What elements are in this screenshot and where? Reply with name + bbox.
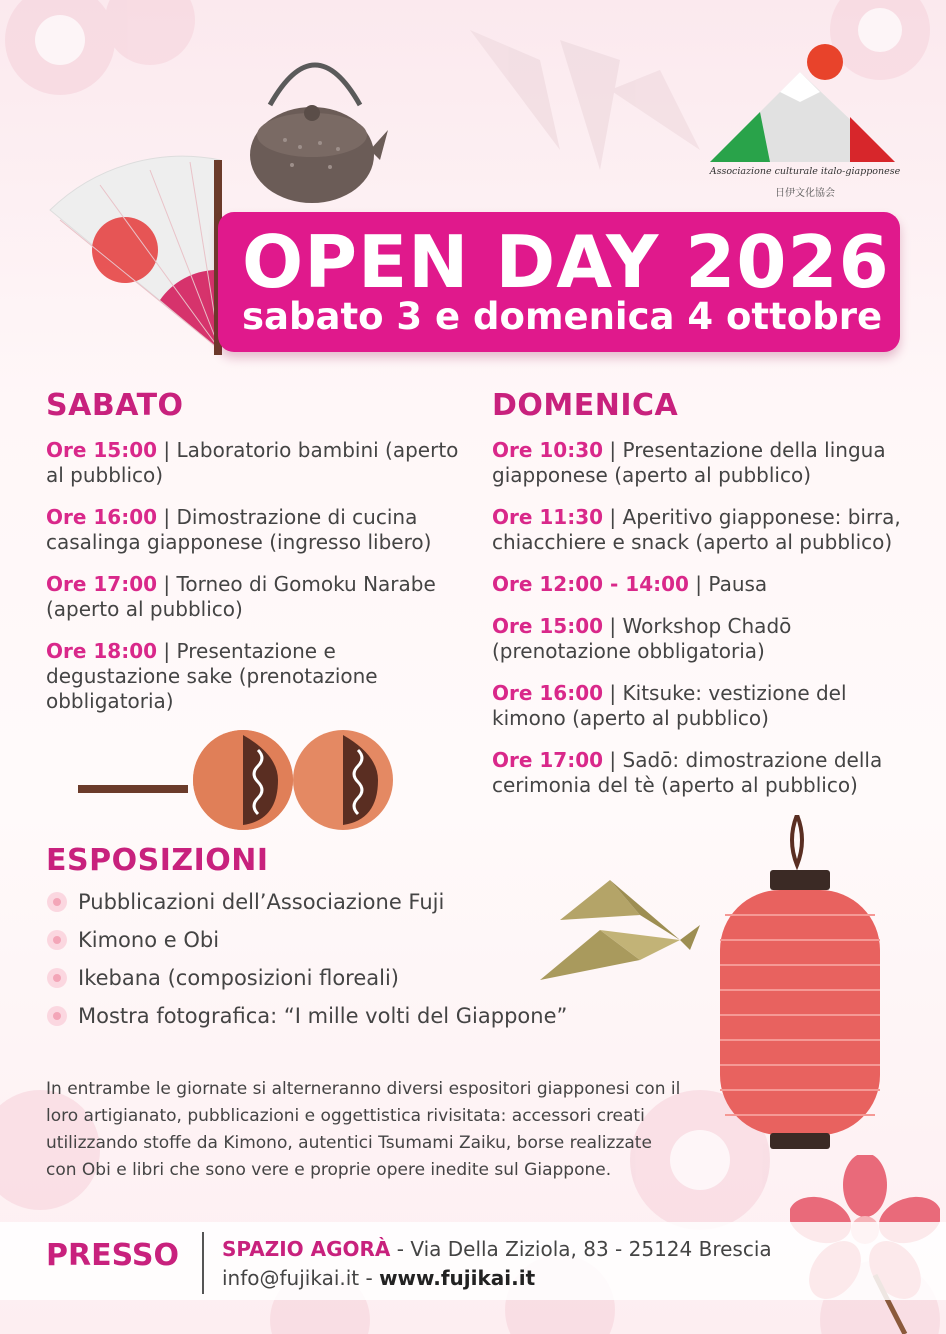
schedule-item: Ore 15:00 | Workshop Chadō (prenotazione obbligatoria) (492, 614, 792, 663)
fan-illustration (40, 150, 240, 360)
schedule-item: Ore 17:00 | Torneo di Gomoku Narabe (aperto al pubblico) (46, 572, 436, 621)
sakura-icon (46, 1005, 68, 1027)
teapot-illustration (240, 35, 390, 205)
schedule-item: Ore 15:00 | Laboratorio bambini (aperto al pubblico) (46, 438, 459, 487)
origami-crane-illustration (540, 870, 705, 990)
venue-address: - Via Della Ziziola, 83 - 25124 Brescia (390, 1237, 772, 1261)
domenica-schedule (492, 438, 912, 798)
list-item: Pubblicazioni dell’Associazione Fuji (46, 890, 586, 914)
lantern-illustration (715, 815, 890, 1155)
sakura-icon (46, 929, 68, 951)
website-link[interactable]: www.fujikai.it (379, 1266, 536, 1290)
list-item: Mostra fotografica: “I mille volti del Giappone” (46, 1004, 586, 1028)
event-title: OPEN DAY 2026 (242, 220, 890, 304)
sakura-icon (46, 967, 68, 989)
footer-venue-line (222, 1237, 772, 1261)
schedule-item: Ore 16:00 | Dimostrazione di cucina casalinga giapponese (ingresso libero) (46, 505, 432, 554)
sabato-heading: SABATO (46, 388, 184, 423)
schedule-item: Ore 18:00 | Presentazione e degustazione sake (prenotazione obbligatoria) (46, 639, 378, 713)
email-link[interactable]: info@fujikai.it (222, 1266, 360, 1290)
logo-tagline: Associazione culturale italo-giapponese (709, 166, 901, 177)
sakura-icon (46, 891, 68, 913)
schedule-item: Ore 17:00 | Sadō: dimostrazione della cerimonia del tè (aperto al pubblico) (492, 748, 883, 797)
footer-contact-line: info@fujikai.it - www.fujikai.it (222, 1266, 536, 1290)
description-paragraph: In entrambe le giornate si alterneranno diversi espositori giapponesi con il loro artigianato, pubblicazioni e oggettistica rivisitata: accessori creati utilizzando stoffe da Kimono, autentici Tsumami Zaiku, borse realizzate con Obi e libri che sono vere e proprie opere inedite sul Giappone. (46, 1079, 681, 1180)
schedule-item: Ore 10:30 | Presentazione della lingua giapponese (aperto al pubblico) (492, 438, 886, 487)
list-item: Kimono e Obi (46, 928, 586, 952)
event-dates: sabato 3 e domenica 4 ottobre (242, 295, 883, 338)
logo-japanese: 日伊文化協会 (775, 188, 835, 199)
schedule-item: Ore 12:00 - 14:00 | Pausa (492, 572, 768, 596)
domenica-heading: DOMENICA (492, 388, 679, 423)
esposizioni-list (46, 890, 586, 1042)
dango-illustration (78, 725, 423, 835)
footer-divider (202, 1232, 204, 1294)
sabato-schedule (46, 438, 461, 714)
venue-name: SPAZIO AGORÀ (222, 1237, 391, 1261)
esposizioni-heading: ESPOSIZIONI (46, 843, 269, 878)
footer-label: PRESSO (46, 1238, 179, 1273)
fuji-logo (700, 42, 910, 207)
logo-name (768, 98, 879, 149)
list-item: Ikebana (composizioni floreali) (46, 966, 586, 990)
schedule-item: Ore 11:30 | Aperitivo giapponese: birra, chiacchiere e snack (aperto al pubblico) (492, 505, 901, 554)
schedule-item: Ore 16:00 | Kitsuke: vestizione del kimono (aperto al pubblico) (492, 681, 847, 730)
